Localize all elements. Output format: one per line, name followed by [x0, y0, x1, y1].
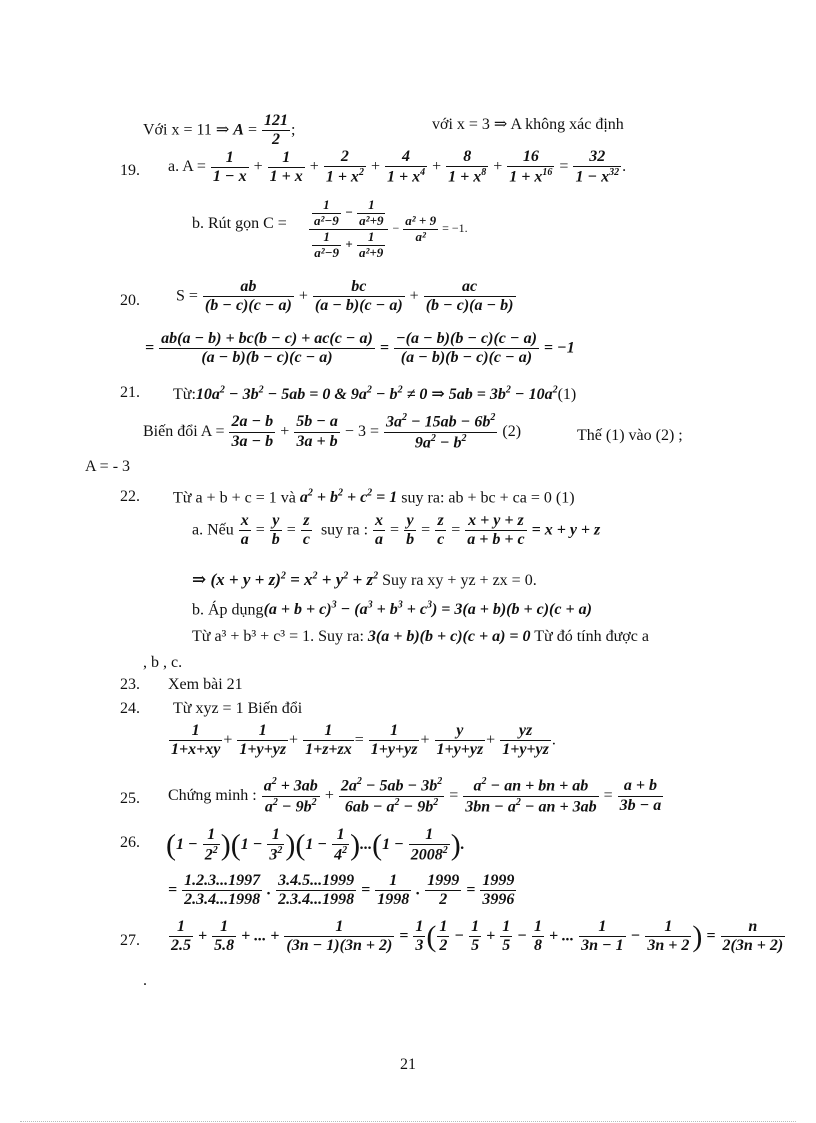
text-line: (2): [502, 422, 522, 440]
text-line: Từ a + b + c = 1 và: [173, 489, 296, 507]
text-line: Thế (1) vào (2) ;: [577, 427, 683, 444]
text-line: với x = 3 ⇒ A không xác định: [432, 116, 624, 133]
item-number: 26.: [120, 834, 140, 851]
text-line: b. Áp dụng: [192, 601, 264, 619]
item-number: 25.: [120, 790, 140, 807]
text-line: Từ xyz = 1 Biến đổi: [173, 700, 303, 717]
text-line: Chứng minh :: [168, 786, 257, 804]
item-number: 27.: [120, 932, 140, 949]
text-line: A = - 3: [85, 458, 131, 475]
item-number: 22.: [120, 488, 140, 505]
item-number: 20.: [120, 292, 140, 309]
text-line: Xem bài 21: [168, 676, 243, 693]
item-number: 24.: [120, 700, 140, 717]
text-line: .: [143, 972, 147, 989]
item-number: 23.: [120, 676, 140, 693]
text-line: Biến đổi A =: [143, 422, 225, 440]
item-number: 21.: [120, 384, 140, 401]
text-line: suy ra :: [320, 521, 369, 539]
text-line: Suy ra xy + yz + zx = 0.: [382, 572, 537, 589]
text-line: Từ:: [173, 386, 196, 403]
text-line: a. A =: [168, 158, 206, 176]
text-line: , b , c.: [143, 654, 183, 671]
text-line: Từ a³ + b³ + c³ = 1. Suy ra:: [192, 628, 364, 645]
text-line: Từ đó tính được a: [534, 628, 649, 645]
text-line: S =: [176, 287, 198, 305]
text-line: suy ra: ab + bc + ca = 0 (1): [401, 489, 575, 507]
item-number: 19.: [120, 162, 140, 179]
page-number: 21: [400, 1056, 416, 1073]
text-line: b. Rút gọn C =: [192, 215, 287, 232]
text-line: Với x = 11: [143, 121, 212, 139]
page-border: [20, 1121, 796, 1122]
text-line: a. Nếu: [192, 521, 234, 539]
